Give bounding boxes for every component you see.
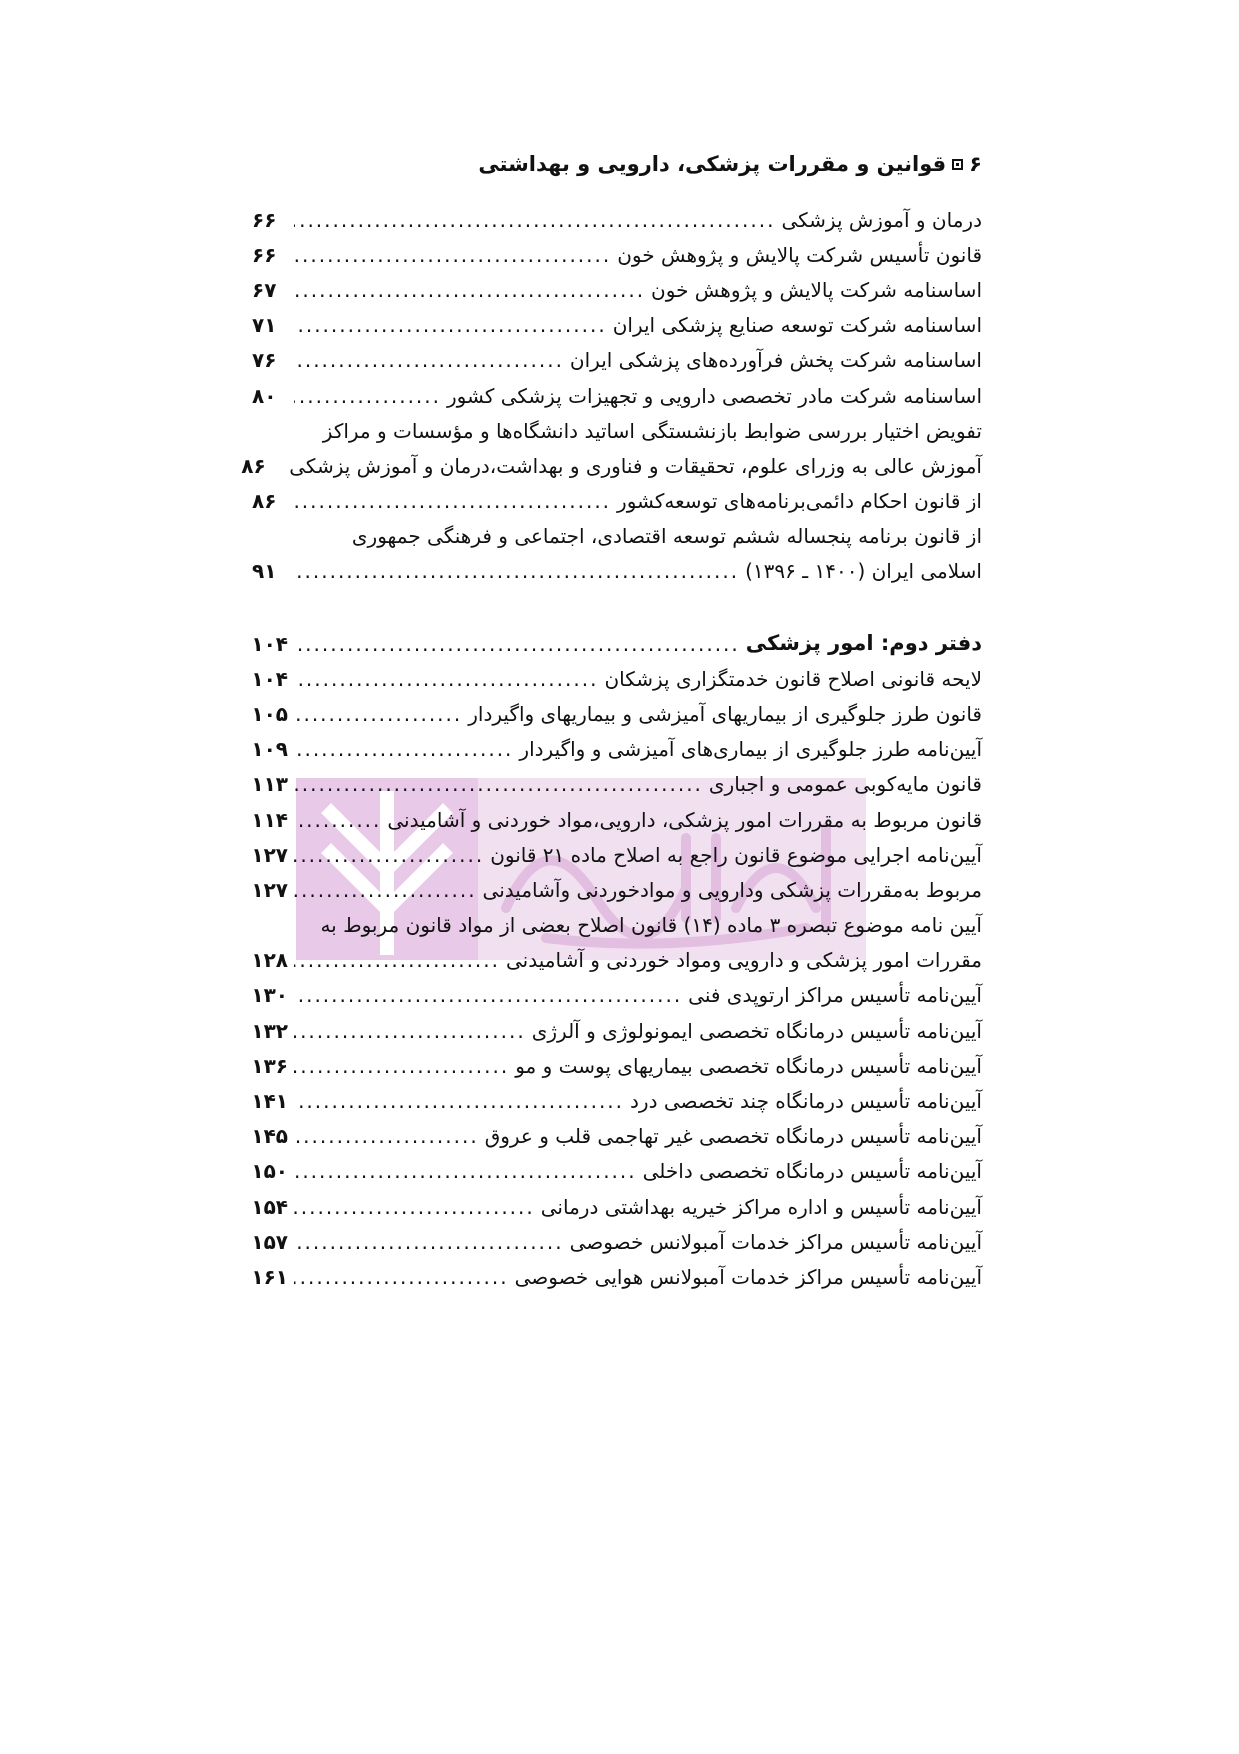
toc-entry-title: قانون تأسیس شرکت پالایش و پژوهش خون xyxy=(617,242,982,267)
toc-entry-title: اساسنامه شرکت پخش فرآورده‌های پزشکی ایران xyxy=(569,348,982,373)
toc-entry[interactable] xyxy=(252,202,982,237)
toc-entry[interactable] xyxy=(252,308,982,343)
toc-entry[interactable] xyxy=(241,448,982,483)
dot-leader xyxy=(294,491,611,511)
toc-entry-title: آیین‌نامه تأسیس مراکز خدمات آمبولانس هوایی خصوصی xyxy=(514,1264,982,1289)
toc-entry[interactable] xyxy=(252,484,982,519)
toc-entry[interactable] xyxy=(252,696,982,731)
square-bullet-icon xyxy=(952,159,963,170)
toc-entry-title: آموزش عالی به وزرای علوم، تحقیقات و فناوری و بهداشت،درمان و آموزش پزشکی xyxy=(289,453,982,478)
toc-list-part2 xyxy=(252,626,982,1295)
dot-leader xyxy=(294,1056,509,1076)
toc-entry-title: آیین نامه موضوع تبصره ۳ ماده (۱۴) قانون اصلاح بعضی از مواد قانون مربوط به xyxy=(320,913,982,938)
toc-entry-page: ۱۲۸ xyxy=(251,948,288,973)
toc-entry-title: آیین‌نامه تأسیس درمانگاه تخصصی ایمونولوژی و آلرژی xyxy=(531,1018,982,1043)
toc-entry-title: آیین‌نامه تأسیس و اداره مراکز خیریه بهداشتی درمانی xyxy=(540,1194,982,1219)
toc-entry-title: از قانون احکام دائمی‌برنامه‌های توسعه‌کشور xyxy=(617,489,982,514)
dot-leader xyxy=(294,880,477,900)
dot-leader xyxy=(294,386,441,406)
toc-entry[interactable] xyxy=(252,1259,982,1294)
dot-leader xyxy=(294,704,462,724)
dot-leader xyxy=(294,561,739,581)
toc-entry[interactable] xyxy=(252,661,982,696)
toc-entry-page: ۸۶ xyxy=(252,489,277,514)
page-number: ۶ xyxy=(969,152,982,176)
dot-leader xyxy=(294,315,607,335)
dot-leader xyxy=(294,245,611,265)
toc-entry-title: لایحه قانونی اصلاح قانون خدمتگزاری پزشکان xyxy=(604,666,982,691)
toc-entry-page: ۱۳۰ xyxy=(251,983,288,1008)
toc-entry-title: قانون مایه‌کوبی عمومی و اجباری xyxy=(708,772,982,797)
dot-leader xyxy=(294,1126,479,1146)
toc-entry-page: ۱۱۳ xyxy=(251,772,288,797)
dot-leader xyxy=(294,1161,637,1181)
toc-entry-title: آیین‌نامه طرز جلوگیری از بیماری‌های آمیزشی و واگیردار xyxy=(519,737,982,762)
toc-entry-title: آیین‌نامه تأسیس درمانگاه تخصصی داخلی xyxy=(642,1159,982,1184)
toc-entry-continued[interactable] xyxy=(252,519,982,554)
toc-entry-page: ۱۳۲ xyxy=(251,1018,288,1043)
toc-entry-page: ۱۳۶ xyxy=(251,1053,288,1078)
toc-entry-title: قانون مربوط به مقررات امور پزشکی، دارویی،مواد خوردنی و آشامیدنی xyxy=(387,807,982,832)
dot-leader xyxy=(294,669,598,689)
dot-leader xyxy=(294,1232,564,1252)
toc-entry-continued[interactable] xyxy=(252,413,982,448)
toc-list-part1 xyxy=(241,202,982,589)
dot-leader xyxy=(294,1021,526,1041)
toc-entry-continued[interactable] xyxy=(252,908,982,943)
toc-entry[interactable] xyxy=(252,343,982,378)
toc-entry[interactable] xyxy=(252,237,982,272)
dot-leader xyxy=(294,774,703,794)
toc-entry-title: آیین‌نامه تأسیس درمانگاه تخصصی غیر تهاجمی قلب و عروق xyxy=(484,1124,982,1149)
toc-entry[interactable] xyxy=(252,802,982,837)
book-title: قوانین و مقررات پزشکی، دارویی و بهداشتی xyxy=(478,152,947,176)
dot-leader xyxy=(294,845,484,865)
toc-entry-title: تفویض اختیار بررسی ضوابط بازنشستگی اساتید دانشگاه‌ها و مؤسسات و مراکز xyxy=(322,418,982,443)
toc-entry-page: ۸۰ xyxy=(252,383,277,408)
toc-entry[interactable] xyxy=(252,272,982,307)
toc-entry-title: درمان و آموزش پزشکی xyxy=(781,207,982,232)
toc-section-heading[interactable] xyxy=(252,626,982,661)
dot-leader xyxy=(294,1197,535,1217)
toc-entry-page: ۶۶ xyxy=(252,242,277,267)
toc-entry[interactable] xyxy=(252,837,982,872)
toc-entry[interactable] xyxy=(252,872,982,907)
toc-entry-title: آیین‌نامه تأسیس درمانگاه تخصصی بیماریهای پوست و مو xyxy=(515,1053,982,1078)
toc-entry-page: ۱۵۰ xyxy=(251,1159,288,1184)
toc-entry-title: اساسنامه شرکت مادر تخصصی دارویی و تجهیزات پزشکی کشور xyxy=(447,383,982,408)
toc-entry[interactable] xyxy=(252,378,982,413)
toc-entry-page: ۱۴۱ xyxy=(251,1089,288,1114)
toc-entry[interactable] xyxy=(252,554,982,589)
toc-entry-page: ۱۶۱ xyxy=(251,1264,288,1289)
toc-entry-title: اساسنامه شرکت پالایش و پژوهش خون xyxy=(651,277,982,302)
toc-entry[interactable] xyxy=(252,1048,982,1083)
dot-leader xyxy=(294,810,381,830)
toc-entry-title: آیین‌نامه اجرایی موضوع قانون راجع به اصلاح ماده ۲۱ قانون xyxy=(490,842,982,867)
toc-entry-page: ۹۱ xyxy=(252,559,277,584)
toc-entry-page: ۱۰۹ xyxy=(251,737,288,762)
toc-entry[interactable] xyxy=(252,1224,982,1259)
toc-entry-page: ۱۰۴ xyxy=(251,666,288,691)
toc-entry[interactable] xyxy=(252,1189,982,1224)
toc-entry[interactable] xyxy=(252,1154,982,1189)
toc-entry-page: ۱۱۴ xyxy=(251,807,288,832)
toc-entry-title: آیین‌نامه تأسیس مراکز ارتوپدی فنی xyxy=(688,983,982,1008)
toc-entry-page: ۱۰۵ xyxy=(251,701,288,726)
toc-entry-title: آیین‌نامه تأسیس درمانگاه چند تخصصی درد xyxy=(630,1089,982,1114)
dot-leader xyxy=(294,739,513,759)
toc-entry-title: قانون طرز جلوگیری از بیماریهای آمیزشی و بیماریهای واگیردار xyxy=(468,701,982,726)
toc-entry[interactable] xyxy=(252,732,982,767)
toc-entry-page: ۷۱ xyxy=(252,313,277,338)
toc-section-title: دفتر دوم: امور پزشکی xyxy=(745,631,982,656)
toc-entry-title: اسلامی ایران (۱۴۰۰ ـ ۱۳۹۶) xyxy=(745,559,982,584)
toc-entry[interactable] xyxy=(252,1013,982,1048)
toc-entry[interactable] xyxy=(252,943,982,978)
toc-entry-title: آیین‌نامه تأسیس مراکز خدمات آمبولانس خصوصی xyxy=(569,1229,982,1254)
toc-entry-page: ۱۵۴ xyxy=(251,1194,288,1219)
dot-leader xyxy=(294,950,500,970)
dot-leader xyxy=(294,634,740,654)
dot-leader xyxy=(294,210,775,230)
toc-entry-page: ۶۷ xyxy=(252,277,277,302)
toc-entry-page: ۱۴۵ xyxy=(251,1124,288,1149)
toc-entry[interactable] xyxy=(252,1083,982,1118)
toc-entry-page: ۱۲۷ xyxy=(251,842,288,867)
dot-leader xyxy=(294,350,564,370)
toc-entry-page: ۱۵۷ xyxy=(251,1229,288,1254)
toc-entry[interactable] xyxy=(252,978,982,1013)
toc-entry-title: مربوط به‌مقررات پزشکی ودارویی و موادخوردنی وآشامیدنی xyxy=(482,877,982,902)
toc-entry-page: ۱۲۷ xyxy=(251,877,288,902)
dot-leader xyxy=(294,280,645,300)
toc-entry-title: اساسنامه شرکت توسعه صنایع پزشکی ایران xyxy=(612,313,982,338)
toc-entry[interactable] xyxy=(252,1119,982,1154)
toc-entry[interactable] xyxy=(252,767,982,802)
dot-leader xyxy=(294,1267,509,1287)
dot-leader xyxy=(294,1091,624,1111)
toc-entry-title: از قانون برنامه پنجساله ششم توسعه اقتصادی، اجتماعی و فرهنگی جمهوری xyxy=(351,524,982,549)
toc-entry-page: ۱۰۴ xyxy=(251,631,288,656)
dot-leader xyxy=(294,985,682,1005)
running-header xyxy=(0,152,982,176)
toc-entry-page: ۶۶ xyxy=(252,207,277,232)
toc-entry-page: ۷۶ xyxy=(252,348,277,373)
toc-entry-page: ۸۶ xyxy=(241,453,266,478)
toc-entry-title: مقررات امور پزشکی و دارویی ومواد خوردنی و آشامیدنی xyxy=(506,948,982,973)
